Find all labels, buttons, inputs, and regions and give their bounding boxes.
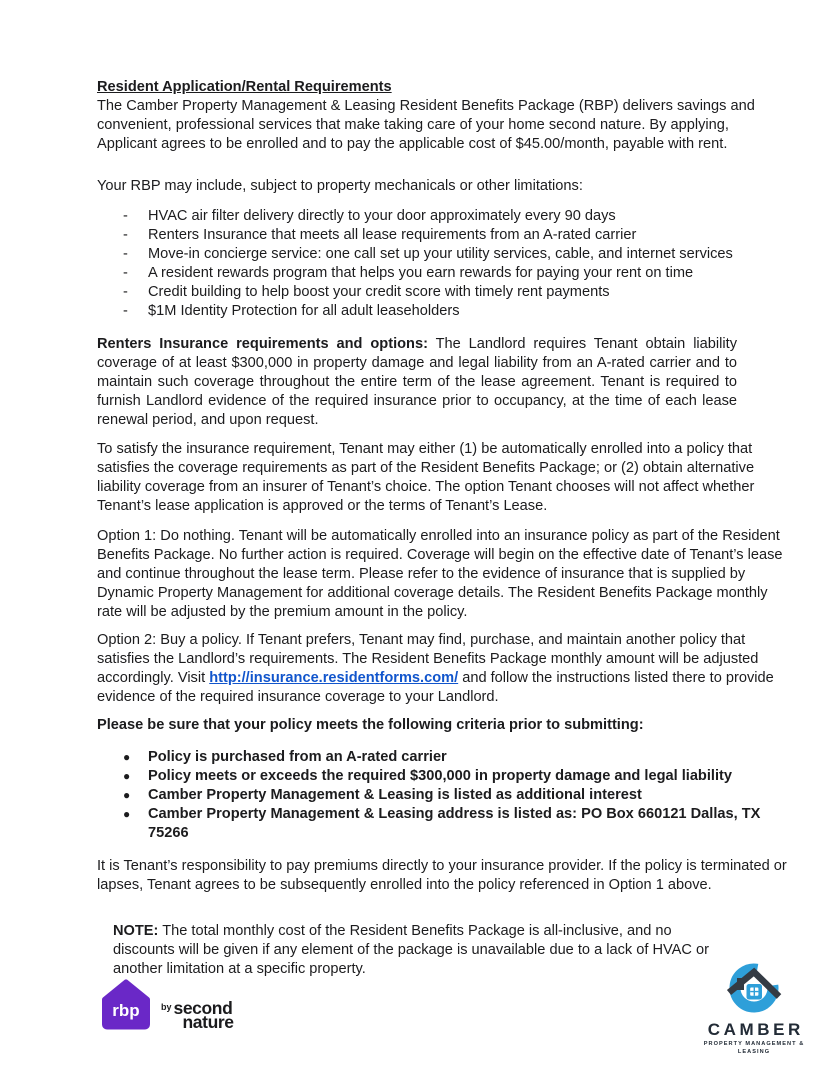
camber-tagline: PROPERTY MANAGEMENT & LEASING: [703, 1041, 805, 1055]
bullet-marker: ●: [123, 788, 131, 802]
satisfy-requirement-paragraph: To satisfy the insurance requirement, Tenant may either (1) be automatically enrolled into a policy that satisfies the coverage requirements as part of the Resident Benefits Package; or (2) obtain alternative liability coverage from an insurer of Tenant’s choice. The option Tenant chooses will not affect whether Tenant’s lease application is approved or the terms of Tenant’s Lease.: [97, 441, 755, 514]
camber-wordmark: CAMBER: [707, 1020, 804, 1039]
renters-insurance-paragraph: [97, 335, 737, 430]
second-nature-line2: nature: [182, 1012, 234, 1032]
dash-marker: -: [123, 246, 128, 262]
rbp-second-nature-logo: [98, 976, 234, 1038]
list-item-label: Camber Property Management & Leasing is listed as additional interest: [148, 787, 642, 803]
list-item-label: Renters Insurance that meets all lease requirements from an A-rated carrier: [148, 227, 637, 243]
document-content: [97, 78, 789, 979]
renters-insurance-body: The Landlord requires Tenant obtain liability coverage of at least $300,000 in property damage and legal liability from an A-rated carrier and to maintain such coverage throughout the entire term of the lease agreement. Tenant is required to furnish Landlord evidence of the required insurance prior to occupancy, at the time of each lease renewal period, and upon request.: [97, 336, 737, 428]
list-item: [97, 226, 789, 245]
list-item: [97, 264, 789, 283]
intro-paragraph: The Camber Property Management & Leasing Resident Benefits Package (RBP) delivers savings and convenient, professional services that make taking care of your home second nature. By applying, Applicant agrees to be enrolled and to pay the applicable cost of $45.00/month, payable with rent.: [97, 98, 755, 152]
list-item-label: Camber Property Management & Leasing address is listed as: PO Box 660121 Dallas, TX 75266: [148, 806, 761, 841]
list-item: [97, 748, 789, 767]
note-body: The total monthly cost of the Resident Benefits Package is all-inclusive, and no discounts will be given if any element of the package is unavailable due to a lack of HVAC or another limitation at a specific property.: [113, 923, 709, 977]
list-item-label: $1M Identity Protection for all adult leaseholders: [148, 303, 460, 319]
dash-marker: -: [123, 208, 128, 224]
list-item: [97, 767, 789, 786]
list-item: [97, 207, 789, 226]
note-paragraph: [113, 922, 725, 979]
option2-paragraph: [97, 631, 789, 707]
option2-text-after-link: and follow the instructions listed there to provide evidence of the required insurance coverage to your Landlord.: [97, 670, 774, 705]
list-item: [97, 786, 789, 805]
renters-insurance-lead: Renters Insurance requirements and options:: [97, 336, 428, 352]
list-item: [97, 302, 789, 321]
criteria-heading: Please be sure that your policy meets the following criteria prior to submitting:: [97, 717, 644, 733]
second-nature-by: by: [161, 1002, 172, 1012]
list-item: [97, 283, 789, 302]
tenant-responsibility-paragraph: It is Tenant’s responsibility to pay premiums directly to your insurance provider. If the policy is terminated or lapses, Tenant agrees to be subsequently enrolled into the policy referenced in Option 1 above.: [97, 858, 787, 893]
option2-text-before-link: Option 2: Buy a policy. If Tenant prefers, Tenant may find, purchase, and maintain another policy that satisfies the Landlord’s requirements. The Resident Benefits Package monthly amount will be adjusted accordingly. Visit: [97, 632, 759, 686]
bullet-marker: ●: [123, 750, 131, 764]
note-lead: NOTE:: [113, 923, 159, 939]
rbp-logo-icon: [98, 976, 154, 1038]
policy-criteria-list: [97, 748, 789, 843]
list-item-label: A resident rewards program that helps you earn rewards for paying your rent on time: [148, 265, 694, 281]
camber-logo: [687, 958, 821, 1056]
insurance-residentforms-link[interactable]: http://insurance.residentforms.com/: [209, 670, 459, 686]
dash-marker: -: [123, 227, 128, 243]
list-item-label: Credit building to help boost your credit score with timely rent payments: [148, 284, 610, 300]
camber-logo-icon: [723, 958, 785, 1015]
bullet-marker: ●: [123, 769, 131, 783]
list-item: [97, 245, 789, 264]
list-item-label: Policy is purchased from an A-rated carrier: [148, 749, 447, 765]
second-nature-wordmark: [161, 985, 234, 1032]
second-nature-line1: second: [173, 998, 233, 1018]
rbp-mark-text: rbp: [112, 1001, 140, 1020]
page-title: Resident Application/Rental Requirements: [97, 79, 392, 95]
dash-marker: -: [123, 265, 128, 281]
list-item: [97, 805, 789, 843]
option1-paragraph: Option 1: Do nothing. Tenant will be automatically enrolled into an insurance policy as part of the Resident Benefits Package. No further action is required. Coverage will begin on the effective date of Tenant’s lease and continue throughout the lease term. Please refer to the evidence of insurance that is supplied by Dynamic Property Management for additional coverage details. The Resident Benefits Package monthly rate will be adjusted by the premium amount in the policy.: [97, 528, 783, 620]
bullet-marker: ●: [123, 807, 131, 821]
list-item-label: Move-in concierge service: one call set up your utility services, cable, and internet services: [148, 246, 733, 262]
dash-marker: -: [123, 284, 128, 300]
list-item-label: Policy meets or exceeds the required $300,000 in property damage and legal liability: [148, 768, 732, 784]
dash-marker: -: [123, 303, 128, 319]
list-item-label: HVAC air filter delivery directly to your door approximately every 90 days: [148, 208, 616, 224]
rbp-benefits-list: [97, 207, 789, 321]
rbp-include-paragraph: Your RBP may include, subject to property mechanicals or other limitations:: [97, 178, 583, 194]
